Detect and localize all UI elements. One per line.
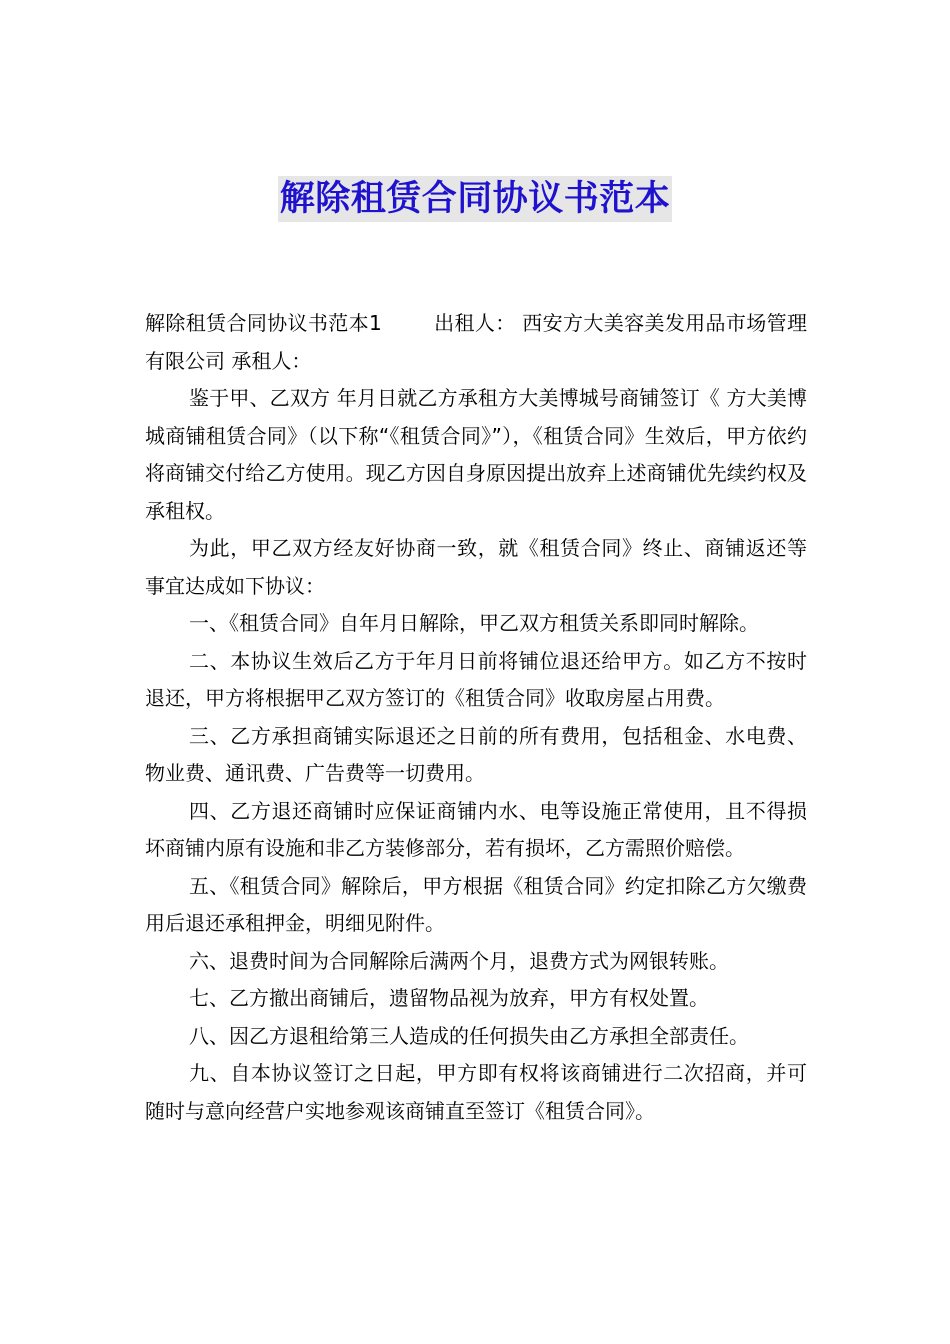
- document-title: 解除租赁合同协议书范本: [278, 176, 673, 222]
- parties-text: 出租人： 西安方大美容美发用品市场管理有限公司 承租人：: [145, 311, 807, 373]
- document-body: [145, 305, 807, 1130]
- clause-5: 五、《租赁合同》解除后，甲方根据《租赁合同》约定扣除乙方欠缴费用后退还承租押金，明细见附件。: [145, 873, 807, 935]
- paragraph-purpose: 为此，甲乙双方经友好协商一致，就《租赁合同》终止、商铺返还等事宜达成如下协议：: [145, 536, 807, 598]
- clause-1: 一、《租赁合同》自年月日解除，甲乙双方租赁关系即同时解除。: [189, 611, 759, 635]
- clause-7: 七、乙方撤出商铺后，遗留物品视为放弃，甲方有权处置。: [189, 986, 709, 1010]
- clause-3: 三、乙方承担商铺实际退还之日前的所有费用，包括租金、水电费、物业费、通讯费、广告费等一切费用。: [145, 723, 807, 785]
- clause-8: 八、因乙方退租给第三人造成的任何损失由乙方承担全部责任。: [189, 1023, 749, 1048]
- paragraph-preamble: 鉴于甲、乙双方 年月日就乙方承租方大美博城号商铺签订《 方大美博城商铺租赁合同》（以下称“《租赁合同》”），《租赁合同》生效后，甲方依约将商铺交付给乙方使用。现乙方因自身原因提出放弃上述商铺优先续约权及承租权。: [145, 386, 807, 523]
- clause-6: 六、退费时间为合同解除后满两个月，退费方式为网银转账。: [189, 948, 729, 973]
- clause-4: 四、乙方退还商铺时应保证商铺内水、电等设施正常使用，且不得损坏商铺内原有设施和非乙方装修部分，若有损坏，乙方需照价赔偿。: [145, 798, 807, 860]
- clause-9: 九、自本协议签订之日起，甲方即有权将该商铺进行二次招商，并可随时与意向经营户实地参观该商铺直至签订《租赁合同》。: [145, 1061, 807, 1123]
- clause-2: 二、本协议生效后乙方于年月日前将铺位退还给甲方。如乙方不按时退还，甲方将根据甲乙双方签订的《租赁合同》收取房屋占用费。: [145, 648, 807, 710]
- intro-line: [145, 305, 807, 380]
- intro-heading: 解除租赁合同协议书范本1: [145, 311, 382, 335]
- title-container: [0, 176, 950, 222]
